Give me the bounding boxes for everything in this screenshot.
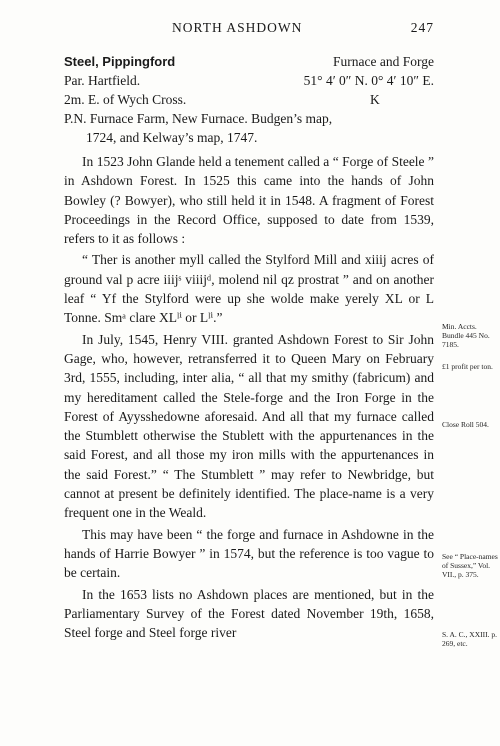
margin-note: Min. Accts. Bundle 445 No. 7185. xyxy=(442,322,490,349)
entry-pn-line1: P.N. Furnace Farm, New Furnace. Budgen’s map, xyxy=(64,111,333,126)
paragraph: In 1523 John Glande held a tenement called a “ Forge of Steele ” in Ashdown Forest. In 1525 this came into the hands of John Bowley (? Bowyer), who still held it in 1548. A fragment of Forest Proceedings in the Record Office, supposed to date from 1539, refers to it as follows : xyxy=(64,154,434,247)
margin-note: S. A. C., XXIII. p. 269, etc. xyxy=(442,630,498,648)
entry-pn-line2: 1724, and Kelway’s map, 1747. xyxy=(86,130,258,145)
entry-type: Furnace and Forge xyxy=(333,54,434,69)
entry-grid: K xyxy=(370,92,380,107)
entry-distance: 2m. E. of Wych Cross. xyxy=(64,92,187,107)
entry-header xyxy=(64,52,434,147)
paragraph: “ Ther is another myll called the Stylford Mill and xiiij acres of ground val p acre iiijˢ viiijᵈ, molend nil qz prostrat ” and on another leaf “ Yf the Stylford were up she wolde make yerely XL or L Tonne. Smᵃ clare XLˡⁱ or Lˡⁱ.” xyxy=(64,252,434,326)
body-text xyxy=(64,152,434,644)
paragraph: In July, 1545, Henry VIII. granted Ashdown Forest to Sir John Gage, who, however, retransferred it to Queen Mary on February 3rd, 1555, including, inter alia, “ all that my smithy (fabricum) and my hereditament called the Stele-forge and the Iron Forge in the Forest of Ayysshedowne aforesaid. And all that my furnace called the Stumblett otherwise the Stublett with the appurtenances in the said Forest, and all those my iron mills with the appurtenances in the said Forest.” “ The Stumblett ” may refer to Newbridge, but cannot at present be definitely identified. The place-name is a very frequent one in the Weald. xyxy=(64,331,434,521)
page-number: 247 xyxy=(410,20,434,35)
margin-note: See “ Place-names of Sussex,” Vol. VII., p. 375. xyxy=(442,552,498,579)
margin-note: Close Roll 504. xyxy=(442,420,489,429)
entry-parish: Par. Hartfield. xyxy=(64,73,141,88)
entry-name: Steel, Pippingford xyxy=(64,54,176,69)
entry-coords: 51° 4′ 0″ N. 0° 4′ 10″ E. xyxy=(303,73,434,88)
paragraph: This may have been “ the forge and furnace in Ashdowne in the hands of Harrie Bowyer ” in 1574, but the reference is too vague to be certain. xyxy=(64,526,434,581)
running-title: NORTH ASHDOWN xyxy=(172,20,303,35)
paragraph: In the 1653 lists no Ashdown places are mentioned, but in the Parliamentary Survey of the Forest dated November 19th, 1658, Steel forge and Steel forge river xyxy=(64,586,434,641)
margin-note: £1 profit per ton. xyxy=(442,362,493,371)
